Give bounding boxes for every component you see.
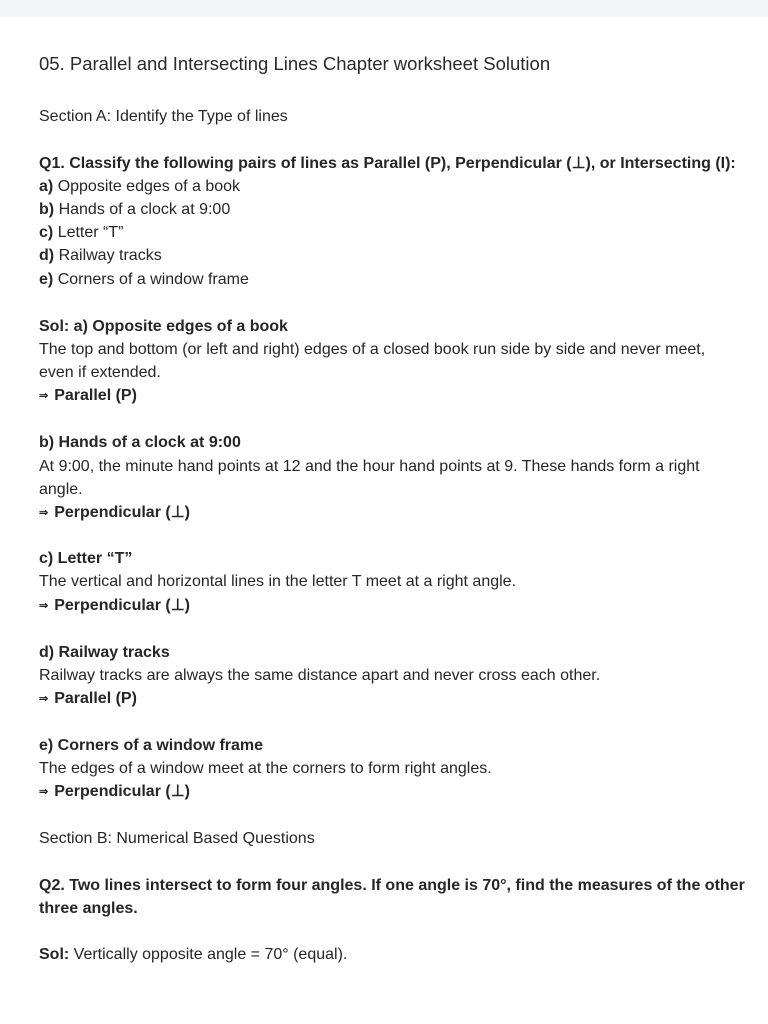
implies-arrow-icon: ⇒ <box>39 390 49 402</box>
solution-e-heading: e) Corners of a window frame <box>39 737 264 754</box>
section-b-heading: Section B: Numerical Based Questions <box>39 830 315 847</box>
sol-label: Sol: <box>39 946 70 963</box>
q1-question: Q1. Classify the following pairs of lines as Parallel (P), Perpendicular (⊥), or Intersecting (I): <box>39 155 736 172</box>
solution-b-text-1: At 9:00, the minute hand points at 12 and the hour hand points at 9. These hands form a right <box>39 458 700 475</box>
solution-c-text-1: The vertical and horizontal lines in the letter T meet at a right angle. <box>39 573 517 590</box>
solution-d-answer: ⇒ Parallel (P) <box>39 690 137 707</box>
solution-a-text-2: even if extended. <box>39 364 161 381</box>
solution-a-heading: Sol: a) Opposite edges of a book <box>39 318 288 335</box>
q1-option-c: c) Letter “T” <box>39 224 124 241</box>
q1-option-a: a) Opposite edges of a book <box>39 178 241 195</box>
implies-arrow-icon: ⇒ <box>39 693 49 705</box>
solution-b-heading: b) Hands of a clock at 9:00 <box>39 434 241 451</box>
q2-question-line-1: Q2. Two lines intersect to form four angles. If one angle is 70°, find the measures of the other <box>39 877 745 894</box>
solution-e-answer: ⇒ Perpendicular (⊥) <box>39 783 190 800</box>
implies-arrow-icon: ⇒ <box>39 507 49 519</box>
q1-option-e: e) Corners of a window frame <box>39 271 249 288</box>
solution-a-text-1: The top and bottom (or left and right) edges of a closed book run side by side and never meet, <box>39 341 706 358</box>
q2-question-line-2: three angles. <box>39 900 138 917</box>
solution-e-text-1: The edges of a window meet at the corners to form right angles. <box>39 760 492 777</box>
solution-d-heading: d) Railway tracks <box>39 644 170 661</box>
page-title: 05. Parallel and Intersecting Lines Chapter worksheet Solution <box>39 53 551 74</box>
implies-arrow-icon: ⇒ <box>39 600 49 612</box>
q1-option-b: b) Hands of a clock at 9:00 <box>39 201 231 218</box>
implies-arrow-icon: ⇒ <box>39 786 49 798</box>
solution-d-text-1: Railway tracks are always the same distance apart and never cross each other. <box>39 667 601 684</box>
solution-a-answer: ⇒ Parallel (P) <box>39 387 137 404</box>
solution-c-answer: ⇒ Perpendicular (⊥) <box>39 597 190 614</box>
top-bar <box>0 0 768 17</box>
solution-c-heading: c) Letter “T” <box>39 550 133 567</box>
solution-b-answer: ⇒ Perpendicular (⊥) <box>39 504 190 521</box>
section-a-heading: Section A: Identify the Type of lines <box>39 108 288 125</box>
solution-b-text-2: angle. <box>39 481 83 498</box>
q2-solution <box>39 943 347 966</box>
sol-text: Vertically opposite angle = 70° (equal). <box>69 946 348 963</box>
q1-option-d: d) Railway tracks <box>39 247 162 264</box>
